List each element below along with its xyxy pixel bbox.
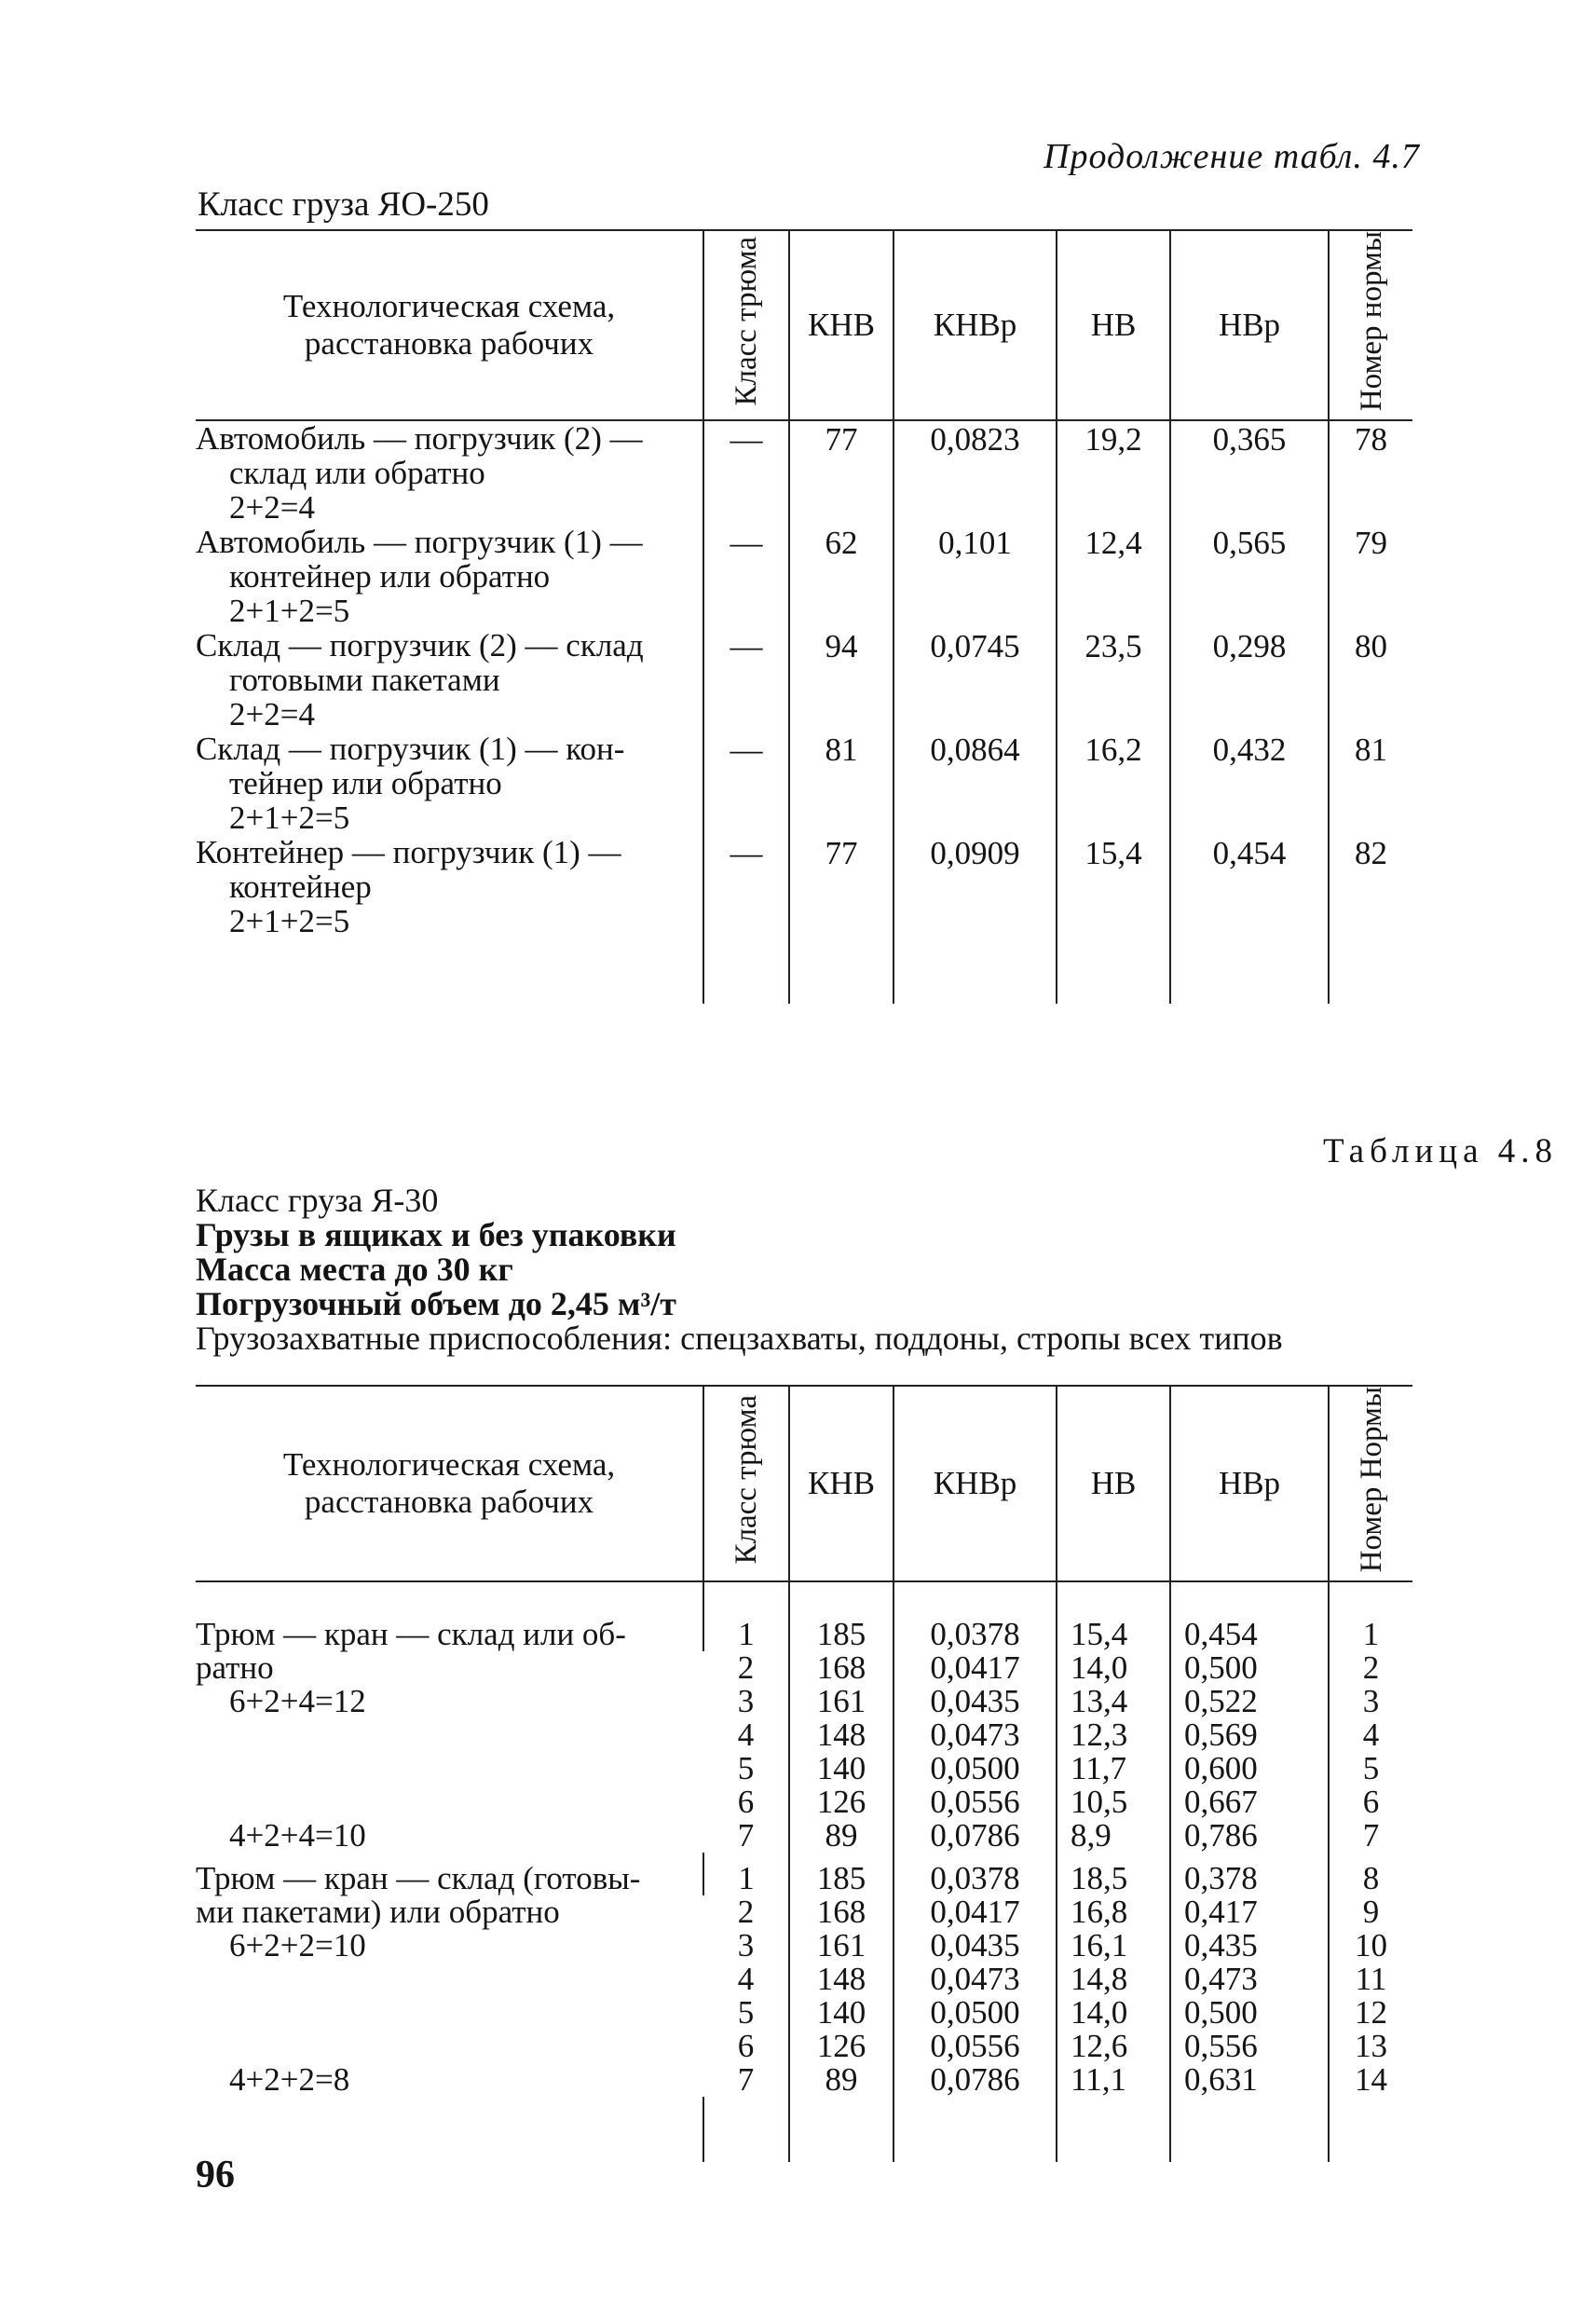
cell-nv: 19,2 — [1057, 420, 1170, 525]
header-hold-class: Класс трюма — [703, 230, 789, 420]
cell-norm: 11 — [1329, 1963, 1412, 1996]
cell-norm: 6 — [1329, 1785, 1412, 1819]
cell-norm: 78 — [1329, 420, 1412, 525]
gripping-devices-line: Грузозахватные приспособления: спецзахваты, поддоны, стропы всех типов — [196, 1320, 1283, 1357]
cell-hold: 4 — [737, 1961, 755, 1998]
empty-cell — [789, 2097, 893, 2162]
cell-nvr: 0,556 — [1170, 2030, 1329, 2063]
header-scheme: Технологическая схема, расстановка рабочих — [196, 230, 703, 420]
cell-nvr: 0,500 — [1170, 1996, 1329, 2030]
header-nv: НВ — [1057, 230, 1170, 420]
cell-nv: 8,9 — [1057, 1819, 1170, 1853]
table-row — [196, 420, 1412, 525]
cell-knvr: 0,0378 — [893, 1581, 1057, 1651]
cell-norm: 79 — [1329, 525, 1412, 628]
cell-nv: 13,4 — [1057, 1685, 1170, 1718]
table-row — [196, 1581, 1412, 1651]
scheme-line: контейнер — [229, 869, 372, 906]
norms-table-4-7 — [196, 229, 1412, 1004]
table-row — [196, 732, 1412, 835]
cell-nvr: 0,435 — [1170, 1929, 1329, 1963]
cell-hold: 7 — [737, 2061, 755, 2099]
empty-cell — [1057, 2097, 1170, 2162]
scheme-line: 2+2=4 — [229, 489, 315, 527]
scheme-gap — [196, 1718, 703, 1819]
scheme-line: Трюм — кран — склад или об- — [196, 1616, 626, 1653]
cell-hold: 6 — [737, 2028, 755, 2065]
scheme-cell — [196, 732, 703, 835]
cell-knv: 168 — [789, 1651, 893, 1685]
empty-cell — [196, 2097, 703, 2162]
cell-knvr: 0,0378 — [893, 1853, 1057, 1895]
cell-norm: 9 — [1329, 1895, 1412, 1929]
cell-knvr: 0,0500 — [893, 1752, 1057, 1785]
cell-hold: — — [703, 420, 789, 525]
cell-norm: 12 — [1329, 1996, 1412, 2030]
scheme-line: Автомобиль — погрузчик (1) — — [196, 524, 643, 561]
cell-nv: 16,1 — [1057, 1929, 1170, 1963]
cell-knv: 185 — [789, 1853, 893, 1895]
scheme-cell — [196, 1853, 703, 2097]
cell-nvr: 0,417 — [1170, 1895, 1329, 1929]
scheme-line: Склад — погрузчик (1) — кон- — [196, 731, 625, 768]
cell-nv: 15,4 — [1057, 1581, 1170, 1651]
header-nvr: НВр — [1170, 230, 1329, 420]
cell-norm: 7 — [1329, 1819, 1412, 1853]
cell-nvr: 0,473 — [1170, 1963, 1329, 1996]
header-scheme: Технологическая схема, расстановка рабочих — [196, 1386, 703, 1581]
cell-hold: 6 — [737, 1784, 755, 1821]
empty-cell — [893, 938, 1057, 1004]
header-knv: КНВ — [789, 230, 893, 420]
scheme-line: 2+1+2=5 — [229, 800, 350, 837]
cell-knv: 185 — [789, 1581, 893, 1651]
cell-nvr: 0,565 — [1170, 525, 1329, 628]
cell-knvr: 0,0500 — [893, 1996, 1057, 2030]
cargo-class-label: Класс груза ЯО-250 — [198, 185, 489, 224]
scheme-line: Трюм — кран — склад (готовы- — [196, 1860, 641, 1897]
cell-nvr: 0,786 — [1170, 1819, 1329, 1853]
cargo-class-line: Класс груза Я-30 — [196, 1182, 439, 1219]
cell-knv: 62 — [789, 525, 893, 628]
cell-norm: 4 — [1329, 1718, 1412, 1752]
scheme-cell — [196, 525, 703, 628]
cell-norm: 81 — [1329, 732, 1412, 835]
scheme-line: Склад — погрузчик (2) — склад — [196, 627, 644, 664]
table-spacer-row — [196, 938, 1412, 1004]
cell-knvr: 0,0435 — [893, 1929, 1057, 1963]
cell-nvr: 0,631 — [1170, 2063, 1329, 2097]
cell-knv: 126 — [789, 2030, 893, 2063]
cell-knv: 81 — [789, 732, 893, 835]
scheme-line: 2+1+2=5 — [229, 903, 350, 940]
cargo-type-line: Грузы в ящиках и без упаковки — [196, 1216, 676, 1253]
cell-norm: 13 — [1329, 2030, 1412, 2063]
empty-cell — [789, 938, 893, 1004]
cell-knv: 148 — [789, 1718, 893, 1752]
cell-hold: — — [703, 835, 789, 938]
scheme-line: Автомобиль — погрузчик (2) — — [196, 420, 643, 458]
cell-nv: 15,4 — [1057, 835, 1170, 938]
cell-nv: 14,8 — [1057, 1963, 1170, 1996]
cell-nvr: 0,432 — [1170, 732, 1329, 835]
cell-nv: 14,0 — [1057, 1651, 1170, 1685]
table-row — [196, 628, 1412, 732]
cell-hold: 2 — [737, 1894, 755, 1931]
cell-hold: 1 — [703, 1581, 789, 1651]
cell-hold: 3 — [737, 1927, 755, 1964]
cell-norm: 3 — [1329, 1685, 1412, 1718]
cell-nvr: 0,522 — [1170, 1685, 1329, 1718]
scheme-line: 2+1+2=5 — [229, 593, 350, 630]
header-nv: НВ — [1057, 1386, 1170, 1581]
cell-norm: 14 — [1329, 2063, 1412, 2097]
cell-nv: 12,3 — [1057, 1718, 1170, 1752]
cell-nvr: 0,569 — [1170, 1718, 1329, 1752]
scheme-cell — [196, 1581, 703, 1853]
cell-knv: 94 — [789, 628, 893, 732]
cell-hold: 7 — [737, 1817, 755, 1854]
cell-norm: 5 — [1329, 1752, 1412, 1785]
cell-knvr: 0,0786 — [893, 1819, 1057, 1853]
cell-nvr: 0,378 — [1170, 1853, 1329, 1895]
cell-nv: 23,5 — [1057, 628, 1170, 732]
cell-nv: 16,8 — [1057, 1895, 1170, 1929]
cell-hold: — — [703, 732, 789, 835]
empty-cell — [1329, 938, 1412, 1004]
empty-cell — [1170, 2097, 1329, 2162]
cell-knvr: 0,0435 — [893, 1685, 1057, 1718]
continuation-note: Продолжение табл. 4.7 — [1044, 137, 1420, 176]
header-nvr: НВр — [1170, 1386, 1329, 1581]
table-row — [196, 1853, 1412, 1895]
cell-nv: 12,4 — [1057, 525, 1170, 628]
cell-knvr: 0,0786 — [893, 2063, 1057, 2097]
table-number: Таблица 4.8 — [1323, 1132, 1558, 1170]
cell-nvr: 0,454 — [1170, 1581, 1329, 1651]
header-knvr: КНВр — [893, 1386, 1057, 1581]
scheme-line: 2+2=4 — [229, 696, 315, 733]
header-knvr: КНВр — [893, 230, 1057, 420]
cell-knv: 89 — [789, 2063, 893, 2097]
cell-knv: 148 — [789, 1963, 893, 1996]
cell-hold: — — [703, 628, 789, 732]
scheme-line: готовыми пакетами — [229, 662, 500, 699]
cell-hold: 3 — [737, 1683, 755, 1720]
cell-knv: 161 — [789, 1685, 893, 1718]
header-hold-class: Класс трюма — [703, 1386, 789, 1581]
cell-nvr: 0,500 — [1170, 1651, 1329, 1685]
scheme-line: 4+2+2=8 — [229, 2061, 350, 2099]
page-number: 96 — [196, 2154, 235, 2196]
norms-table-4-8 — [196, 1385, 1412, 2162]
cell-knv: 89 — [789, 1819, 893, 1853]
cell-norm: 80 — [1329, 628, 1412, 732]
cargo-volume-line: Погрузочный объем до 2,45 м³/т — [196, 1285, 676, 1322]
table-row — [196, 525, 1412, 628]
table-row — [196, 835, 1412, 938]
cell-knvr: 0,0417 — [893, 1895, 1057, 1929]
cell-norm: 1 — [1329, 1581, 1412, 1651]
table-spacer-row — [196, 2097, 1412, 2162]
cell-knvr: 0,0473 — [893, 1718, 1057, 1752]
scheme-line: ми пакетами) или обратно — [196, 1894, 560, 1931]
cell-knv: 140 — [789, 1996, 893, 2030]
scheme-cell — [196, 420, 703, 525]
cell-hold: 2 — [737, 1649, 755, 1687]
cell-hold: — — [703, 525, 789, 628]
cell-nv: 11,1 — [1057, 2063, 1170, 2097]
scheme-cell — [196, 835, 703, 938]
empty-cell — [703, 938, 789, 1004]
cell-knvr: 0,0473 — [893, 1963, 1057, 1996]
header-norm-number: Номер Нормы — [1329, 1386, 1412, 1581]
cell-nvr: 0,365 — [1170, 420, 1329, 525]
cell-knv: 140 — [789, 1752, 893, 1785]
scheme-line: ратно — [196, 1649, 274, 1687]
cell-knvr: 0,0556 — [893, 1785, 1057, 1819]
cell-hold: 5 — [737, 1750, 755, 1787]
cell-nv: 14,0 — [1057, 1996, 1170, 2030]
cell-nvr: 0,454 — [1170, 835, 1329, 938]
empty-cell — [196, 938, 703, 1004]
cell-knvr: 0,0745 — [893, 628, 1057, 732]
cell-norm: 2 — [1329, 1651, 1412, 1685]
scheme-line: тейнер или обратно — [229, 765, 502, 802]
cell-knv: 77 — [789, 835, 893, 938]
cell-knv: 77 — [789, 420, 893, 525]
header-knv: КНВ — [789, 1386, 893, 1581]
cell-hold: 1 — [703, 1853, 789, 1895]
cell-hold: 4 — [737, 1717, 755, 1754]
scheme-line: 6+2+4=12 — [229, 1683, 366, 1720]
scheme-line: 4+2+4=10 — [229, 1817, 366, 1854]
cell-norm: 8 — [1329, 1853, 1412, 1895]
cell-knv: 168 — [789, 1895, 893, 1929]
empty-cell — [893, 2097, 1057, 2162]
cell-nv: 12,6 — [1057, 2030, 1170, 2063]
cell-nv: 10,5 — [1057, 1785, 1170, 1819]
cell-nv: 18,5 — [1057, 1853, 1170, 1895]
scheme-gap — [196, 1963, 703, 2063]
cell-nvr: 0,600 — [1170, 1752, 1329, 1785]
cell-knvr: 0,0909 — [893, 835, 1057, 938]
scheme-line: 6+2+2=10 — [229, 1927, 366, 1964]
empty-cell — [703, 2097, 789, 2162]
cell-hold: 5 — [737, 1994, 755, 2032]
header-norm-number: Номер нормы — [1329, 230, 1412, 420]
scheme-cell — [196, 628, 703, 732]
scheme-line: Контейнер — погрузчик (1) — — [196, 834, 621, 871]
cell-knv: 161 — [789, 1929, 893, 1963]
scheme-line: склад или обратно — [229, 455, 485, 492]
empty-cell — [1057, 938, 1170, 1004]
cell-nv: 16,2 — [1057, 732, 1170, 835]
empty-cell — [1329, 2097, 1412, 2162]
cell-norm: 10 — [1329, 1929, 1412, 1963]
cell-knvr: 0,0556 — [893, 2030, 1057, 2063]
cargo-info — [196, 1183, 1283, 1356]
cell-nvr: 0,298 — [1170, 628, 1329, 732]
cargo-mass-line: Масса места до 30 кг — [196, 1251, 513, 1288]
scheme-line: контейнер или обратно — [229, 558, 551, 595]
cell-knvr: 0,0864 — [893, 732, 1057, 835]
cell-norm: 82 — [1329, 835, 1412, 938]
cell-knvr: 0,101 — [893, 525, 1057, 628]
cell-knv: 126 — [789, 1785, 893, 1819]
cell-knvr: 0,0823 — [893, 420, 1057, 525]
cell-nv: 11,7 — [1057, 1752, 1170, 1785]
cell-knvr: 0,0417 — [893, 1651, 1057, 1685]
cell-nvr: 0,667 — [1170, 1785, 1329, 1819]
empty-cell — [1170, 938, 1329, 1004]
